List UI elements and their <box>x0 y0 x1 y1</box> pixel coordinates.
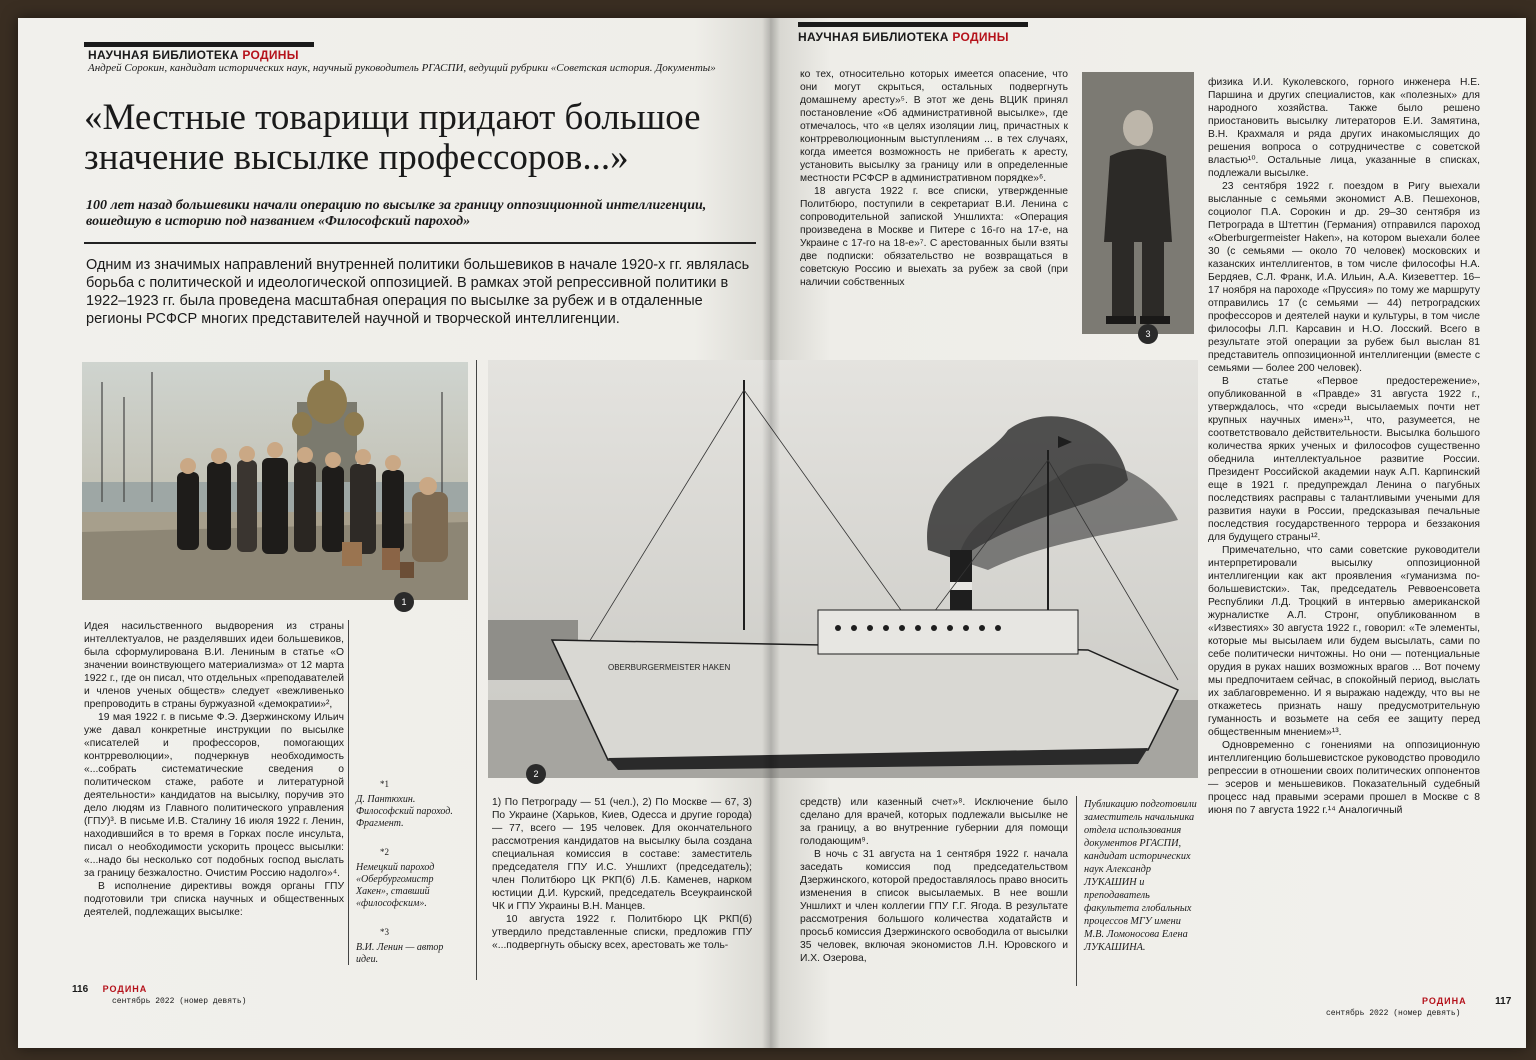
issue-date: сентябрь 2022 (номер девять) <box>112 997 247 1006</box>
paragraph: 18 августа 1922 г. все списки, утвержденные Политбюро, поступили в секретариат В.И. Ленина с сопроводительной запиской Уншлихта: «Операция произведена в Москве и Питере с 16-го на 17-е, на Украине с 17-го на 18-е»⁷. С арестованных были взяты две подписки: обязательство не возвращаться в советскую Россию и выехать за рубеж за свой (при наличии собственных <box>800 186 1068 288</box>
note-number: *2 <box>380 847 389 857</box>
ship-name-text: OBERBURGERMEISTER HAKEN <box>608 663 731 672</box>
notes-divider <box>348 620 349 965</box>
author-line: Андрей Сорокин, кандидат исторических наук, научный руководитель РГАСПИ, ведущий рубрики «Советская история. Документы» <box>88 62 716 74</box>
lead-rule <box>84 242 756 244</box>
rubric-prefix: НАУЧНАЯ БИБЛИОТЕКА <box>88 48 239 62</box>
right-bottom-column <box>800 796 1068 965</box>
paragraph: В статье «Первое предостережение», опубликованной в «Правде» 31 августа 1922 г., утверждалось, что «среди высылаемых почти нет крупных научных имен»¹¹, что, разумеется, не соответствовало действительности. Высылка большого количества ярких ученых и философов существенно обеднила интеллектуальное развитие России. Президент Российской академии наук А.П. Карпинский еще в 1921 г. предупреждал Ленина о пагубных последствиях расправы с талантливыми учеными для развития науки в России, предсказывая печальные последствия государственного террора и беззакония для будущего страны¹². <box>1208 376 1480 543</box>
magazine-spread <box>18 18 1526 1048</box>
column-divider <box>476 360 477 980</box>
folio-left <box>72 984 246 1006</box>
credit-divider <box>1076 796 1077 986</box>
rubric-bar-left <box>84 42 314 47</box>
magazine-name: РОДИНА <box>102 984 148 994</box>
issue-date: сентябрь 2022 (номер девять) <box>1326 1009 1461 1018</box>
note-number: *3 <box>380 927 389 937</box>
right-top-column <box>800 68 1068 289</box>
article-lead: 100 лет назад большевики начали операцию по высылке за границу оппозиционной интеллигенции, вошедшую в историю под названием «Философский пароход» <box>86 198 707 229</box>
ship-illustration <box>488 360 1198 778</box>
article-title: «Местные товарищи придают большое значение высылке профессоров...» <box>84 97 701 178</box>
caption-badge-3: 3 <box>1138 324 1158 344</box>
rubric-left <box>88 48 299 62</box>
note-text: Д. Пантюхин. Философский пароход. Фрагмент. <box>356 794 453 829</box>
magazine-name: РОДИНА <box>1422 996 1467 1006</box>
lenin-portrait <box>1082 72 1194 334</box>
picture-notes <box>356 778 462 982</box>
ship-photo <box>488 360 1198 778</box>
page-number: 116 <box>72 984 89 995</box>
paragraph: 10 августа 1922 г. Политбюро ЦК РКП(б) утвердило представленные списки, предложив ГПУ «...подвергнуть обыску всех, арестовать же толь- <box>492 914 752 951</box>
rubric-right <box>798 30 1009 44</box>
spine-shadow <box>762 18 780 1048</box>
paragraph: 23 сентября 1922 г. поездом в Ригу выехали высланные с семьями экономист А.В. Пешехонов, социолог П.А. Сорокин и др. 29–30 сентября из Петрограда в Штеттин (Германия) отправился пароход «Oberburgermeister Haken», на котором выехали более 30 (с семьями — около 70 человек) московских и казанских интеллигентов, в том числе философы Н.А. Бердяев, С.Л. Франк, И.А. Ильин, А.А. Кизеветтер. 16–17 ноября на пароходе «Пруссия» по тому же маршруту отправились 17 (с семьями — 44) петроградских профессоров и деятелей науки и культуры, в том числе философы Л.П. Карсавин и Н.О. Лосский. Всего в результате этой операции за рубеж был выслан 81 представитель оппозиционной интеллигенции (вместе с семьями — более 200 человек). <box>1208 181 1480 374</box>
painting-illustration <box>82 362 468 600</box>
publication-credit: Публикацию подготовили заместитель начальника отдела использования документов РГАСПИ, кандидат исторических наук Александр ЛУКАШИН и преподаватель факультета глобальных процессов МГУ имени М.В. Ломоносова Елена ЛУКАШИНА. <box>1084 799 1197 953</box>
paragraph: Одновременно с гонениями на оппозиционную интеллигенцию большевистское руководство проводило репрессии в отношении своих политических оппонентов — эсеров и меньшевиков. Показательный судебный процесс над правыми эсерами прошел в Москве с 8 июня по 7 августа 1922 г.¹⁴ Аналогичный <box>1208 740 1480 816</box>
rubric-prefix: НАУЧНАЯ БИБЛИОТЕКА <box>798 30 949 44</box>
far-right-column <box>1208 76 1480 817</box>
note-text: Немецкий пароход «Обербургомистр Хакен», ставший «философским». <box>356 862 435 909</box>
note-number: *1 <box>380 779 389 789</box>
painting-image <box>82 362 468 600</box>
paragraph: средств) или казенный счет»⁸. Исключение было сделано для врачей, которых подлежали высылке не за границу, а во внутренние губернии для помощи голодающим⁹. <box>800 797 1068 847</box>
portrait-illustration <box>1082 72 1194 334</box>
left-text-column <box>84 620 344 919</box>
rubric-accent: РОДИНЫ <box>952 30 1009 44</box>
note-text: В.И. Ленин — автор идеи. <box>356 942 444 965</box>
paragraph: В исполнение директивы вождя органы ГПУ подготовили три списка научных и общественных деятелей, подлежащих высылке: <box>84 881 344 918</box>
paragraph: В ночь с 31 августа на 1 сентября 1922 г. начала заседать комиссия под председательством Дзержинского, которой предоставлялось право вносить изменения в список высылаемых. В нее вошли Уншлихт и член коллегии ГПУ Г.Г. Ягода. В результате рассмотрения большого количества ходатайств и просьб комиссия Дзержинского освободила от высылки 35 человек, включая экономистов Л.Н. Юровского и И.Х. Озерова, <box>800 849 1068 964</box>
middle-text-column <box>492 796 752 952</box>
rubric-accent: РОДИНЫ <box>242 48 299 62</box>
folio-right <box>1326 996 1523 1018</box>
article-intro: Одним из значимых направлений внутренней политики большевиков в начале 1920-х гг. являлась борьба с политической и идеологической оппозицией. В рамках этой репрессивной политики в 1922–1923 гг. была проведена масштабная операция по высылке за рубеж и в отдаленные регионы РСФСР многих представителей научной и творческой интеллигенции. <box>86 257 750 327</box>
caption-badge-2: 2 <box>526 764 546 784</box>
paragraph: 19 мая 1922 г. в письме Ф.Э. Дзержинскому Ильич уже давал конкретные инструкции по высылке «писателей и профессоров, помогающих контрреволюции», подчеркнув необходимость «...собрать систематические сведения о политическом стаже, работе и литературной деятельности» кандидатов на высылку, поручив это дело людям из Главного политического управления (ГПУ)³. В письме И.В. Сталину 16 июля 1922 г. Ленин, находившийся в то время в Горках после инсульта, писал о необходимости ускорить процесс высылки: «...надо бы несколько сот подобных господ выслать за границу безжалостно. Очистим Россию надолго»⁴. <box>84 712 344 879</box>
paragraph: 1) По Петрограду — 51 (чел.), 2) По Москве — 67, 3) По Украине (Харьков, Киев, Одесса и другие города) — 77, всего — 195 человек. Для окончательного рассмотрения кандидатов на высылку была создана специальная комиссия в составе: заместитель председателя ГПУ И.С. Уншлихт (председатель); член Политбюро ЦК РКП(б) Л.Б. Каменев, нарком юстиции Д.И. Курский, председатель Всеукраинской ЧК и ГПУ Украины В.Н. Манцев. <box>492 797 752 912</box>
caption-badge-1: 1 <box>394 592 414 612</box>
paragraph: Примечательно, что сами советские руководители интерпретировали высылку оппозиционной интеллигенции как акт проявления «гуманизма по-большевистски». Так, председатель Реввоенсовета Республики Л.Д. Троцкий в интервью американской журналистке А.Л. Стронг, опубликованном в «Известиях» 30 августа 1922 г., говорил: «Те элементы, которые мы высылаем или будем высылать, сами по себе политически ничтожны. Но они — потенциальные орудия в руках наших возможных врагов ... Вот почему мы предпочитаем сейчас, в спокойный период, выслать их заблаговременно. И я выражаю надежду, что вы не откажетесь признать нашу предусмотрительную гуманность и возьмете на себя ее защиту перед общественным мнением»¹³. <box>1208 545 1480 738</box>
page-number: 117 <box>1495 996 1512 1007</box>
paragraph: физика И.И. Куколевского, горного инженера Н.Е. Паршина и других специалистов, как «полезных» для народного хозяйства. Также было решено приостановить высылку литераторов Е.И. Замятина, В.Н. Крахмаля и ряда других инакомыслящих до решения вопроса о сотрудничестве с советской властью¹⁰. Остальные лица, указанные в списках, подлежали высылке. <box>1208 77 1480 179</box>
rubric-bar-right <box>798 22 1028 27</box>
paragraph: ко тех, относительно которых имеется опасение, что они могут скрыться, остальных подвергнуть домашнему аресту»⁵. В этот же день ВЦИК принял постановление «Об административной высылке», где отмечалось, что «в целях изоляции лиц, причастных к контрреволюционным выступлениям ... в тех случаях, когда имеется возможность не прибегать к аресту, установить высылку за границу или в определенные местности РСФСР в административном порядке»⁶. <box>800 69 1068 184</box>
paragraph: Идея насильственного выдворения из страны интеллектуалов, не разделявших идеи большевиков, была сформулирована В.И. Лениным в статье «О значении воинствующего материализма» от 12 марта 1922 г., где он писал, что отдельных «преподавателей и членов ученых обществ» следует «вежливенько препроводить в страны буржуазной «демократии»², <box>84 621 344 710</box>
